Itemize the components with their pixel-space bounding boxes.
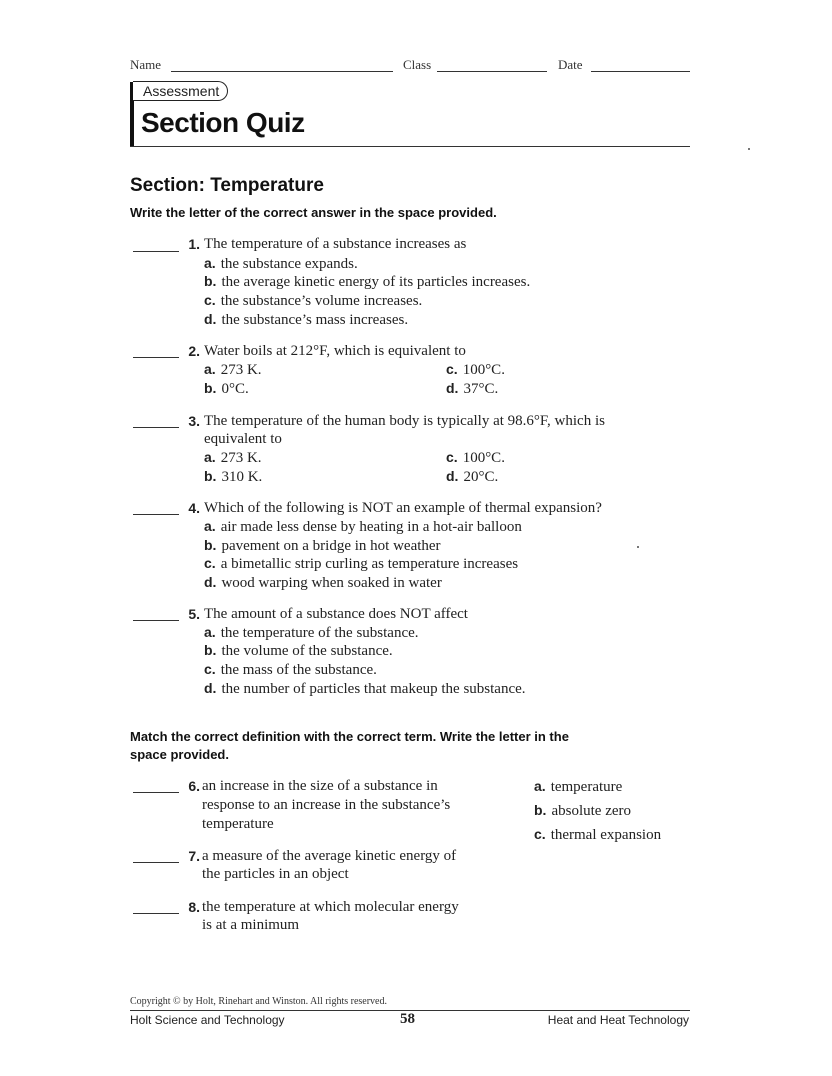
option-letter: a. [204, 449, 216, 465]
option-a [204, 623, 419, 643]
option-b [204, 536, 441, 556]
option-text: the temperature of the substance. [220, 625, 419, 641]
definition-text: temperature [202, 816, 274, 832]
section-title: Section: Temperature [130, 175, 324, 196]
option-c [204, 660, 377, 680]
option-text: 0°C. [221, 381, 249, 397]
answer-blank-7[interactable] [133, 862, 179, 863]
question-text: Which of the following is NOT an example of thermal expansion? [204, 500, 602, 516]
question-number: 6. [188, 778, 200, 794]
option-letter: d. [204, 311, 217, 327]
option-b [204, 641, 393, 661]
option-b [204, 467, 262, 487]
option-text: the number of particles that makeup the substance. [221, 681, 526, 697]
footer-chapter-title: Heat and Heat Technology [547, 1013, 689, 1027]
page-number: 58 [400, 1011, 415, 1027]
question-number: 2. [188, 343, 200, 359]
option-c [446, 448, 505, 468]
option-letter: a. [204, 624, 216, 640]
definition-text: an increase in the size of a substance in [202, 778, 438, 794]
option-c [446, 360, 505, 380]
option-text: the substance’s mass increases. [221, 312, 409, 328]
question-text: Water boils at 212°F, which is equivalent to [204, 343, 466, 359]
answer-blank-6[interactable] [133, 792, 179, 793]
option-text: 37°C. [463, 381, 499, 397]
option-text: pavement on a bridge in hot weather [221, 538, 441, 554]
question-number: 1. [188, 236, 200, 252]
option-b [204, 379, 249, 399]
option-text: 273 K. [220, 450, 262, 466]
name-label: Name [130, 57, 162, 72]
answer-blank-5[interactable] [133, 620, 179, 621]
term-text: thermal expansion [550, 827, 662, 843]
term-text: temperature [550, 779, 623, 795]
option-letter: c. [204, 292, 216, 308]
option-letter: b. [204, 380, 217, 396]
page-title: Section Quiz [141, 107, 305, 138]
date-field[interactable] [591, 71, 690, 72]
instruction-matching-continued: space provided. [130, 747, 229, 762]
term-c [534, 825, 661, 845]
answer-blank-4[interactable] [133, 514, 179, 515]
title-divider [130, 146, 690, 147]
term-a [534, 777, 622, 797]
option-letter: d. [204, 574, 217, 590]
assessment-tag: Assessment [133, 81, 228, 101]
option-a [204, 254, 358, 274]
question-text: The amount of a substance does NOT affect [204, 606, 468, 622]
question-number: 7. [188, 848, 200, 864]
option-text: 273 K. [220, 362, 262, 378]
question-text: The temperature of the human body is typically at 98.6°F, which is [204, 413, 605, 429]
option-c [204, 554, 518, 574]
definition-text: response to an increase in the substance’s [202, 797, 451, 813]
option-letter: d. [446, 468, 459, 484]
option-letter: c. [446, 361, 458, 377]
option-c [204, 291, 422, 311]
option-text: 100°C. [462, 450, 505, 466]
option-d [446, 467, 498, 487]
instruction-matching: Match the correct definition with the correct term. Write the letter in the [130, 729, 569, 744]
question-number: 4. [188, 500, 200, 516]
option-text: 20°C. [463, 469, 499, 485]
copyright-notice: Copyright © by Holt, Rinehart and Winston. All rights reserved. [130, 996, 387, 1007]
option-letter: a. [204, 518, 216, 534]
option-d [204, 679, 526, 699]
question-number: 5. [188, 606, 200, 622]
date-label: Date [558, 57, 583, 72]
option-letter: a. [204, 361, 216, 377]
answer-blank-2[interactable] [133, 357, 179, 358]
question-text: The temperature of a substance increases as [204, 236, 467, 252]
definition-text: the particles in an object [202, 866, 349, 882]
footer-book-title: Holt Science and Technology [130, 1013, 285, 1027]
question-number: 3. [188, 413, 200, 429]
option-text: the volume of the substance. [221, 643, 393, 659]
option-letter: d. [204, 680, 217, 696]
option-letter: c. [446, 449, 458, 465]
option-a [204, 517, 522, 537]
option-b [204, 272, 530, 292]
term-letter: c. [534, 826, 546, 842]
definition-text: a measure of the average kinetic energy of [202, 848, 457, 864]
term-text: absolute zero [551, 803, 632, 819]
answer-blank-1[interactable] [133, 251, 179, 252]
option-letter: b. [204, 642, 217, 658]
option-text: air made less dense by heating in a hot-air balloon [220, 519, 522, 535]
option-letter: c. [204, 661, 216, 677]
option-letter: b. [204, 273, 217, 289]
option-letter: b. [204, 537, 217, 553]
definition-text: is at a minimum [202, 917, 300, 933]
option-a [204, 360, 262, 380]
option-text: the substance expands. [220, 256, 358, 272]
option-letter: b. [204, 468, 217, 484]
option-letter: d. [446, 380, 459, 396]
question-number: 8. [188, 899, 200, 915]
option-text: the average kinetic energy of its particles increases. [221, 274, 531, 290]
option-d [204, 573, 442, 593]
answer-blank-8[interactable] [133, 913, 179, 914]
term-letter: a. [534, 778, 546, 794]
option-d [204, 310, 408, 330]
term-b [534, 801, 631, 821]
class-label: Class [403, 57, 432, 72]
option-text: the mass of the substance. [220, 662, 377, 678]
option-letter: a. [204, 255, 216, 271]
option-text: the substance’s volume increases. [220, 293, 423, 309]
scan-speck [637, 546, 639, 548]
option-a [204, 448, 262, 468]
scan-speck [748, 148, 750, 150]
option-d [446, 379, 498, 399]
name-field[interactable] [171, 71, 393, 72]
answer-blank-3[interactable] [133, 427, 179, 428]
question-text-continued: equivalent to [204, 431, 282, 447]
term-letter: b. [534, 802, 547, 818]
option-text: 310 K. [221, 469, 263, 485]
option-text: a bimetallic strip curling as temperature increases [220, 556, 519, 572]
class-field[interactable] [437, 71, 547, 72]
definition-text: the temperature at which molecular energy [202, 899, 459, 915]
instruction-multiple-choice: Write the letter of the correct answer in the space provided. [130, 205, 497, 220]
option-text: 100°C. [462, 362, 505, 378]
option-text: wood warping when soaked in water [221, 575, 442, 591]
option-letter: c. [204, 555, 216, 571]
